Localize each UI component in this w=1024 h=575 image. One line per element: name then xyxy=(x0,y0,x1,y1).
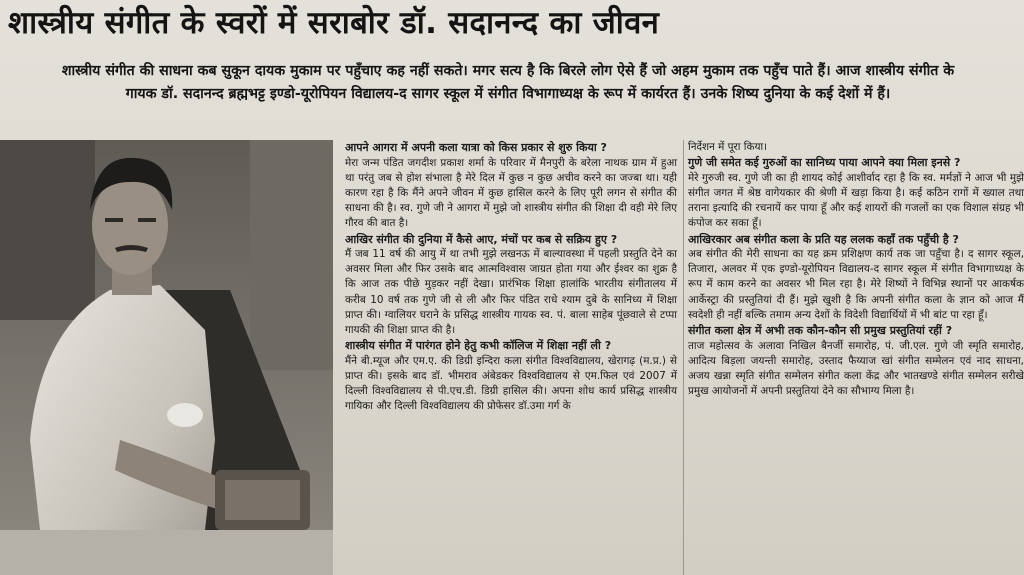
question-6: संगीत कला क्षेत्र में अभी तक कौन-कौन सी प्रमुख प्रस्तुतियां रहीं ? xyxy=(688,324,953,338)
portrait-photo xyxy=(0,140,333,575)
answer-6: ताज महोत्सव के अलावा निखिल बैनर्जी समारोह, पं. जी.एल. गुणे जी स्मृति समारोह, आदित्य बिड़ला जयन्ती समारोह, उस्ताद फैय्याज खां संगीत सम्मेलन एवं नाद साधना, अजय खन्ना स्मृति संगीत सम्मेलन संगीत कला केंद्र और भातखण्डे संगीत सम्मेलन सरीखे प्रमुख आयोजनों में अपनी प्रस्तुतियां देने का सौभाग्य मिला है। xyxy=(688,339,1024,398)
question-3: शास्त्रीय संगीत में पारंगत होने हेतु कभी कॉलिज में शिक्षा नहीं ली ? xyxy=(345,339,612,353)
article-column-1 xyxy=(345,140,677,415)
answer-1: मेरा जन्म पंडित जगदीश प्रकाश शर्मा के परिवार में मैनपुरी के बरेला नाथक ग्राम में हुआ था परंतु जब से होश संभाला है मेरे दिल में कुछ न कुछ अचीव करने का जज्बा था। यही कारण रहा है कि मैंने अपने जीवन में कुछ हासिल करने के लिए पूरी लगन से संगीत की साधना की है। स्व. गुणे जी ने आगरा में मुझे जो शास्त्रीय संगीत की शिक्षा दी वही मेरे लिए गौरव की बात है। xyxy=(345,156,677,230)
question-1: आपने आगरा में अपनी कला यात्रा को किस प्रकार से शुरु किया ? xyxy=(345,141,607,154)
question-5: आखिरकार अब संगीत कला के प्रति यह ललक कहाँ तक पहुँची है ? xyxy=(688,232,959,246)
column-divider xyxy=(683,140,684,575)
lead-paragraph: शास्त्रीय संगीत की साधना कब सुकून दायक मुकाम पर पहुँचाए कह नहीं सकते। मगर सत्य है कि बिरले लोग ऐसे हैं जो अहम मुकाम तक पहुँच पाते हैं। आज शास्त्रीय संगीत के गायक डॉ. सदानन्द ब्रह्मभट्ट इण्डो-यूरोपियन विद्यालय-द सागर स्कूल में संगीत विभागाध्यक्ष के रूप में कार्यरत हैं। उनके शिष्य दुनिया के कई देशों में हैं। xyxy=(61,63,955,102)
answer-2: मैं जब 11 वर्ष की आयु में था तभी मुझे लखनऊ में बाल्यावस्था में पहली प्रस्तुति देने का अवसर मिला और फिर उसके बाद आत्मविश्वास जाग्रत होता गया और ईश्वर का शुक्र है कि आज तक पीछे मुड़कर नहीं देखा। प्रारंभिक शिक्षा हालांकि भारतीय संगीतालय में करीब 10 वर्ष तक गुणे जी से ली और फिर पंडित राधे श्याम दुबे के सानिध्य में शिक्षा प्राप्त की। ग्वालियर घराने के प्रसिद्ध शास्त्रीय गायक स्व. पं. बाला साहेब पूंछवाले से टप्पा गायकी की शिक्षा प्राप्त की है। xyxy=(345,248,677,337)
answer-continued: निर्देशन में पूरा किया। xyxy=(688,141,768,153)
question-4: गुणे जी समेत कई गुरुओं का सानिध्य पाया आपने क्या मिला इनसे ? xyxy=(688,156,961,170)
headline: शास्त्रीय संगीत के स्वरों में सराबोर डॉ. सदानन्द का जीवन xyxy=(8,5,660,41)
article-column-2 xyxy=(688,140,1024,399)
answer-4: मेरे गुरुजी स्व. गुणे जी का ही शायद कोई आशीर्वाद रहा है कि स्व. मर्मज्ञों ने आज भी मुझे संगीत जगत में श्रेष्ठ वागेयकार की श्रेणी में खड़ा किया है। कई कठिन रागों में ख्याल तथा तराना इत्यादि की रचनायें कर पाया हूँ और कई शायरों की गजलों का एक विशाल संग्रह भी कंपोज कर सका हूँ। xyxy=(688,171,1024,230)
question-2: आखिर संगीत की दुनिया में कैसे आए, मंचों पर कब से सक्रिय हुए ? xyxy=(345,232,618,246)
answer-3: मैंने बी.म्यूज और एम.ए. की डिग्री इन्दिरा कला संगीत विश्वविद्यालय, खेरागढ़ (म.प्र.) से प्राप्त की। इसके बाद डॉ. भीमराव अंबेडकर विश्वविद्यालय से एम.फिल एवं 2007 में दिल्ली विश्वविद्यालय से पी.एच.डी. डिग्री हासिल की। अपना शोध कार्य प्रसिद्ध शास्त्रीय गायिका और दिल्ली विश्वविद्यालय की प्रोफेसर डॉ.उमा गर्ग के xyxy=(345,354,677,413)
answer-5: अब संगीत की मेरी साधना का यह क्रम प्रशिक्षण कार्य तक जा पहुँचा है। द सागर स्कूल, तिजारा, अलवर में एक इण्डो-यूरोपियन विद्यालय-द सागर स्कूल में संगीत विभागाध्यक्ष के रूप में काम करने का अवसर भी मिल रहा है। मेरे शिष्यों ने विभिन्न स्थानों पर आकर्षक आर्केस्ट्रा की प्रस्तुतियां दी हैं। मुझे खुशी है कि अपनी संगीत कला के ज्ञान को आज मैं स्वदेशी ही नहीं बल्कि तमाम अन्य देशों के विदेशी विद्यार्थियों में भी बांट पा रहा हूँ। xyxy=(688,248,1024,321)
